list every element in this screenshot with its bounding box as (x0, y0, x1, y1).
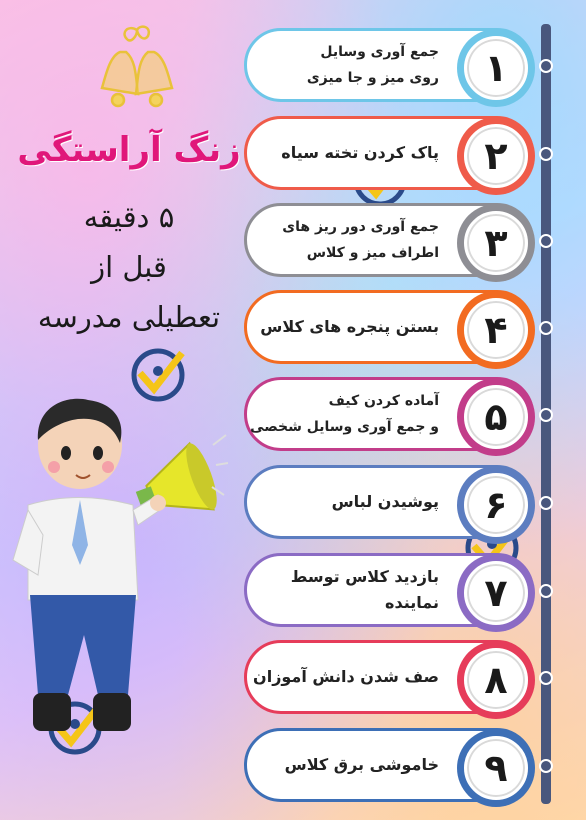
timeline-dot (539, 147, 553, 161)
step-card-9 (244, 728, 534, 802)
step-text-line: و جمع آوری وسایل شخصی (250, 419, 439, 435)
step-number: ۵ (464, 385, 528, 449)
step-text (249, 643, 439, 711)
timeline-dot (539, 59, 553, 73)
timeline-dot (539, 321, 553, 335)
step-number-badge (457, 554, 535, 632)
step-number-badge (457, 291, 535, 369)
step-number-badge (457, 466, 535, 544)
step-text-line: اطراف میز و کلاس (306, 245, 439, 261)
step-card-1 (244, 28, 534, 102)
poster-title: زنگ آراستگی (17, 130, 241, 170)
step-number-badge (457, 378, 535, 456)
step-card-4 (244, 290, 534, 364)
step-number-badge (457, 204, 535, 282)
step-number: ۲ (464, 124, 528, 188)
step-card-5 (244, 377, 534, 451)
step-text-line: آماده کردن کیف (328, 393, 439, 409)
step-text (249, 31, 439, 99)
step-text-line: جمع آوری وسایل (320, 44, 439, 60)
step-text (249, 380, 439, 448)
step-text (249, 556, 439, 624)
timeline-dot (539, 408, 553, 422)
step-card-7 (244, 553, 534, 627)
timeline-dot (539, 234, 553, 248)
step-text-line: بازدید کلاس توسط نماینده (290, 567, 439, 612)
step-number: ۶ (464, 473, 528, 537)
step-text-line: پوشیدن لباس (331, 492, 439, 511)
step-text (249, 468, 439, 536)
step-text (249, 731, 439, 799)
step-card-8 (244, 640, 534, 714)
step-text (249, 206, 439, 274)
step-text (249, 119, 439, 187)
step-number-badge (457, 29, 535, 107)
step-number: ۴ (464, 298, 528, 362)
step-number-badge (457, 729, 535, 807)
timeline-dot (539, 671, 553, 685)
step-number-badge (457, 641, 535, 719)
step-text-line: جمع آوری دور ریز های (282, 219, 439, 235)
step-card-6 (244, 465, 534, 539)
step-number-badge (457, 117, 535, 195)
timeline-dot (539, 496, 553, 510)
step-text-line: روی میز و جا میزی (306, 70, 439, 86)
subtitle-line-1: ۵ دقیقه (83, 200, 175, 234)
step-number: ۱ (464, 36, 528, 100)
step-text-line: بستن پنجره های کلاس (260, 317, 439, 336)
timeline-dot (539, 584, 553, 598)
step-number: ۳ (464, 211, 528, 275)
bells-icon (92, 22, 182, 117)
subtitle-line-3: تعطیلی مدرسه (37, 300, 221, 334)
step-card-3 (244, 203, 534, 277)
step-text-line: خاموشی برق کلاس (284, 755, 439, 774)
step-text-line: صف شدن دانش آموزان (253, 667, 439, 686)
subtitle-line-2: قبل از (91, 250, 167, 284)
step-number: ۸ (464, 648, 528, 712)
step-text (249, 293, 439, 361)
step-text-line: پاک کردن تخته سیاه (281, 143, 439, 162)
step-number: ۹ (464, 736, 528, 800)
step-number: ۷ (464, 561, 528, 625)
step-card-2 (244, 116, 534, 190)
timeline-dot (539, 759, 553, 773)
person-with-megaphone-icon (8, 395, 228, 740)
